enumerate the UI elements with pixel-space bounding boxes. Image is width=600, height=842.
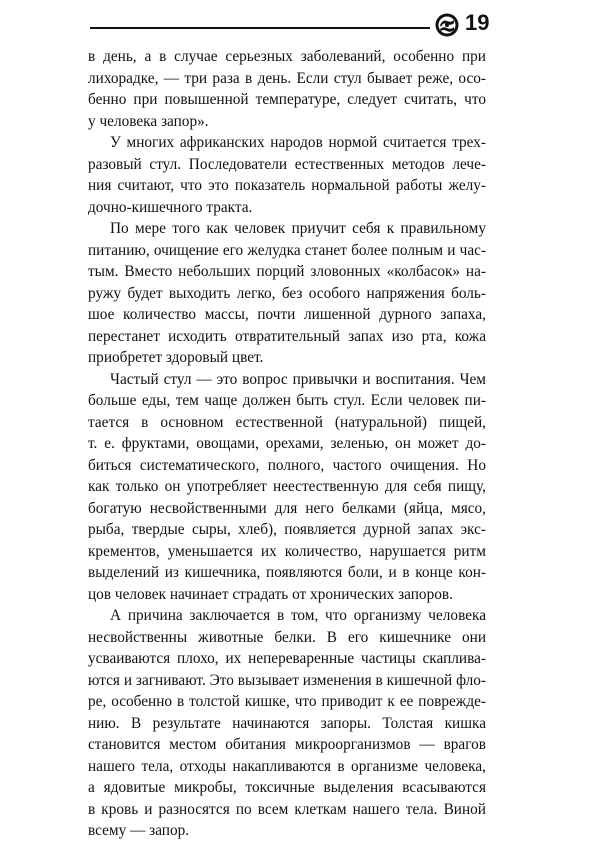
text-line: ются и загнивают. Это вызывает изменения в кишечной фло- [88,671,486,689]
page-number: 19 [465,10,490,35]
text-line: лихорадке, — три раза в день. Если стул бывает реже, осо- [88,69,486,87]
text-line: цов человек начинает страдать от хронических запоров. [88,585,453,603]
text-line: По мере того как человек приучит себя к правильному [110,220,486,237]
text-line: у человека запор». [88,112,209,130]
text-line: тается в основном естественной (натуральной) пищей, [88,413,486,431]
text-line: биться систематического, полного, частого очищения. Но [88,456,486,474]
paragraph [88,605,486,842]
text-line: а ядовитые микробы, токсичные выделения всасываются [88,779,486,796]
paragraph [88,132,486,218]
text-line: перестанет исходить отвратительный запах изо рта, кожа [88,327,486,345]
text-line: несвойственны животные белки. В его кишечнике они [88,628,486,646]
text-line: дочно-кишечного тракта. [88,198,253,216]
text-line: приобретет здоровый цвет. [88,349,264,366]
text-line: питанию, очищение его желудка станет более полным и час- [88,241,486,259]
text-line: тым. Вместо небольших порций зловонных «колбасок» на- [88,263,486,280]
body-text [88,46,486,842]
text-line: нию. В результате начинаются запоры. Толстая кишка [88,714,486,732]
text-line: бенно при повышенной температуре, следует считать, что [88,91,486,108]
text-line: А причина заключается в том, что организму человека [110,607,486,624]
text-line: в день, а в случае серьезных заболеваний, особенно при [88,48,486,65]
paragraph [88,46,486,132]
text-line: У многих африканских народов нормой считается трех- [110,134,486,151]
paragraph [88,218,486,369]
text-line: нашего тела, отходы накапливаются в организме человека, [88,757,486,775]
text-line: больше еды, тем чаще должен быть стул. Если человек пи- [88,392,486,409]
header-rule [90,27,430,29]
text-line: т. е. фруктами, овощами, орехами, зеленью, он может до- [88,435,486,452]
text-line: как только он употребляет неестественную для себя пищу, [88,478,486,495]
ornament-icon [434,12,460,38]
text-line: усваиваются плохо, их непереваренные частицы скаплива- [88,650,486,667]
text-line: ния считают, что это показатель нормальной работы желу- [88,177,486,194]
text-line: становится местом обитания микроорганизмов — врагов [88,736,486,753]
text-line: рыба, твердые сыры, хлеб), появляется дурной запах экс- [88,521,486,538]
text-line: Частый стул — это вопрос привычки и воспитания. Чем [110,370,486,388]
text-line: богатую несвойственными для него белками (яйца, мясо, [88,499,486,517]
text-line: ре, особенно в толстой кишке, что приводит к ее поврежде- [88,693,486,710]
text-line: крементов, уменьшается их количество, нарушается ритм [88,542,486,560]
text-line: выделений из кишечника, появляются боли, и в конце кон- [88,564,486,581]
text-line: шое количество массы, почти лишенной дурного запаха, [88,306,486,323]
text-line: разовый стул. Последователи естественных методов лече- [88,155,486,173]
paragraph [88,369,486,606]
text-line: ружу будет выходить легко, без особого напряжения боль- [88,284,486,302]
text-line: всему — запор. [88,822,190,839]
text-line: в кровь и разносятся по всем клеткам нашего тела. Виной [88,800,486,818]
